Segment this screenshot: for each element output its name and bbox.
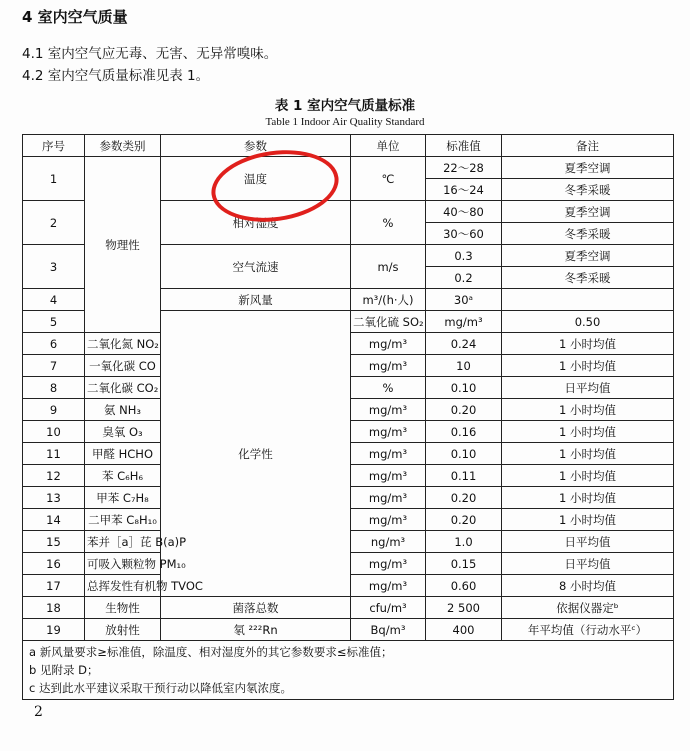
header-seq: 序号 [23,135,85,157]
value-cell: 0.3 [426,245,502,267]
table-notes-row [23,641,674,700]
value-cell: 30ᵃ [426,289,502,311]
seq-cell: 4 [23,289,85,311]
seq-cell: 10 [23,421,85,443]
param-cell: 空气流速 [161,245,351,289]
value-cell: 0.11 [426,465,502,487]
seq-cell: 8 [23,377,85,399]
value-cell: 10 [426,355,502,377]
note-cell: 1 小时均值 [502,487,674,509]
unit-cell: mg/m³ [351,465,426,487]
note-a: a 新风量要求≥标准值，除温度、相对湿度外的其它参数要求≤标准值； [29,645,393,659]
param-cell: 氡 ²²²Rn [161,619,351,641]
header-unit: 单位 [351,135,426,157]
unit-cell: ng/m³ [351,531,426,553]
note-cell: 冬季采暖 [502,223,674,245]
header-category: 参数类别 [85,135,161,157]
param-cell: 甲醛 HCHO [85,443,161,465]
note-cell: 夏季空调 [502,201,674,223]
param-cell: 菌落总数 [161,597,351,619]
value-cell: 0.20 [426,399,502,421]
param-cell: 苯并［a］芘 B(a)P [85,531,161,553]
note-cell: 1 小时均值 [502,399,674,421]
unit-cell: mg/m³ [351,553,426,575]
table-header-row [23,135,674,157]
note-cell: 夏季空调 [502,157,674,179]
note-cell: 冬季采暖 [502,267,674,289]
table-notes [23,641,674,700]
value-cell: 0.16 [426,421,502,443]
page-number: 2 [34,704,43,720]
note-cell: 日平均值 [502,531,674,553]
unit-cell: mg/m³ [351,333,426,355]
unit-cell: mg/m³ [351,399,426,421]
value-cell: 0.15 [426,553,502,575]
category-cell: 物理性 [85,157,161,333]
seq-cell: 12 [23,465,85,487]
note-cell: 1 小时均值 [502,333,674,355]
seq-cell: 9 [23,399,85,421]
seq-cell: 2 [23,201,85,245]
param-cell: 二氧化硫 SO₂ [351,311,426,333]
table-row [23,597,674,619]
value-cell: 0.60 [426,575,502,597]
unit-cell: % [351,201,426,245]
unit-cell: mg/m³ [351,443,426,465]
seq-cell: 15 [23,531,85,553]
unit-cell: m/s [351,245,426,289]
unit-cell: % [351,377,426,399]
category-cell: 化学性 [161,311,351,597]
seq-cell: 11 [23,443,85,465]
header-note: 备注 [502,135,674,157]
seq-cell: 13 [23,487,85,509]
unit-cell: ℃ [351,157,426,201]
value-cell: 0.50 [502,311,674,333]
param-cell: 总挥发性有机物 TVOC [85,575,161,597]
param-cell: 甲苯 C₇H₈ [85,487,161,509]
indoor-air-quality-table [22,134,674,700]
param-cell: 氨 NH₃ [85,399,161,421]
category-cell: 放射性 [85,619,161,641]
unit-cell: mg/m³ [351,355,426,377]
seq-cell: 7 [23,355,85,377]
value-cell: 30～60 [426,223,502,245]
param-cell: 臭氧 O₃ [85,421,161,443]
note-cell: 冬季采暖 [502,179,674,201]
note-c: c 达到此水平建议采取干预行动以降低室内氡浓度。 [29,681,292,695]
seq-cell: 3 [23,245,85,289]
note-cell: 年平均值（行动水平ᶜ） [502,619,674,641]
paragraph-4-1: 4.1 室内空气应无毒、无害、无异常嗅味。 [22,46,278,62]
unit-cell: cfu/m³ [351,597,426,619]
param-cell: 相对湿度 [161,201,351,245]
note-cell: 1 小时均值 [502,443,674,465]
unit-cell: m³/(h·人) [351,289,426,311]
unit-cell: Bq/m³ [351,619,426,641]
param-cell: 二甲苯 C₈H₁₀ [85,509,161,531]
value-cell: 2 500 [426,597,502,619]
seq-cell: 14 [23,509,85,531]
seq-cell: 1 [23,157,85,201]
table-row [23,619,674,641]
param-cell: 苯 C₆H₆ [85,465,161,487]
unit-cell: mg/m³ [351,487,426,509]
note-cell: 夏季空调 [502,245,674,267]
seq-cell: 6 [23,333,85,355]
table-caption: 表 1 室内空气质量标准 [274,98,416,114]
seq-cell: 5 [23,311,85,333]
param-cell: 温度 [161,157,351,201]
param-cell: 二氧化氮 NO₂ [85,333,161,355]
note-cell: 8 小时均值 [502,575,674,597]
value-cell: 40～80 [426,201,502,223]
value-cell: 0.20 [426,509,502,531]
note-cell: 1 小时均值 [502,355,674,377]
note-cell: 日平均值 [502,377,674,399]
header-param: 参数 [161,135,351,157]
note-cell [502,289,674,311]
value-cell: 0.24 [426,333,502,355]
value-cell: 16～24 [426,179,502,201]
note-cell: 1 小时均值 [502,421,674,443]
note-cell: 1 小时均值 [502,465,674,487]
seq-cell: 16 [23,553,85,575]
value-cell: 0.10 [426,443,502,465]
seq-cell: 18 [23,597,85,619]
note-cell: 日平均值 [502,553,674,575]
value-cell: 0.10 [426,377,502,399]
param-cell: 可吸入颗粒物 PM₁₀ [85,553,161,575]
seq-cell: 17 [23,575,85,597]
unit-cell: mg/m³ [351,421,426,443]
category-cell: 生物性 [85,597,161,619]
param-cell: 新风量 [161,289,351,311]
param-cell: 一氧化碳 CO [85,355,161,377]
value-cell: 1.0 [426,531,502,553]
unit-cell: mg/m³ [426,311,502,333]
note-cell: 1 小时均值 [502,509,674,531]
value-cell: 0.20 [426,487,502,509]
header-value: 标准值 [426,135,502,157]
param-cell: 二氧化碳 CO₂ [85,377,161,399]
value-cell: 0.2 [426,267,502,289]
seq-cell: 19 [23,619,85,641]
paragraph-4-2: 4.2 室内空气质量标准见表 1。 [22,68,210,84]
unit-cell: mg/m³ [351,509,426,531]
section-title: 4 室内空气质量 [22,8,128,26]
value-cell: 22～28 [426,157,502,179]
note-cell: 依据仪器定ᵇ [502,597,674,619]
note-b: b 见附录 D； [29,663,99,677]
value-cell: 400 [426,619,502,641]
table-caption-en: Table 1 Indoor Air Quality Standard [265,116,425,128]
table-row [23,157,674,179]
unit-cell: mg/m³ [351,575,426,597]
